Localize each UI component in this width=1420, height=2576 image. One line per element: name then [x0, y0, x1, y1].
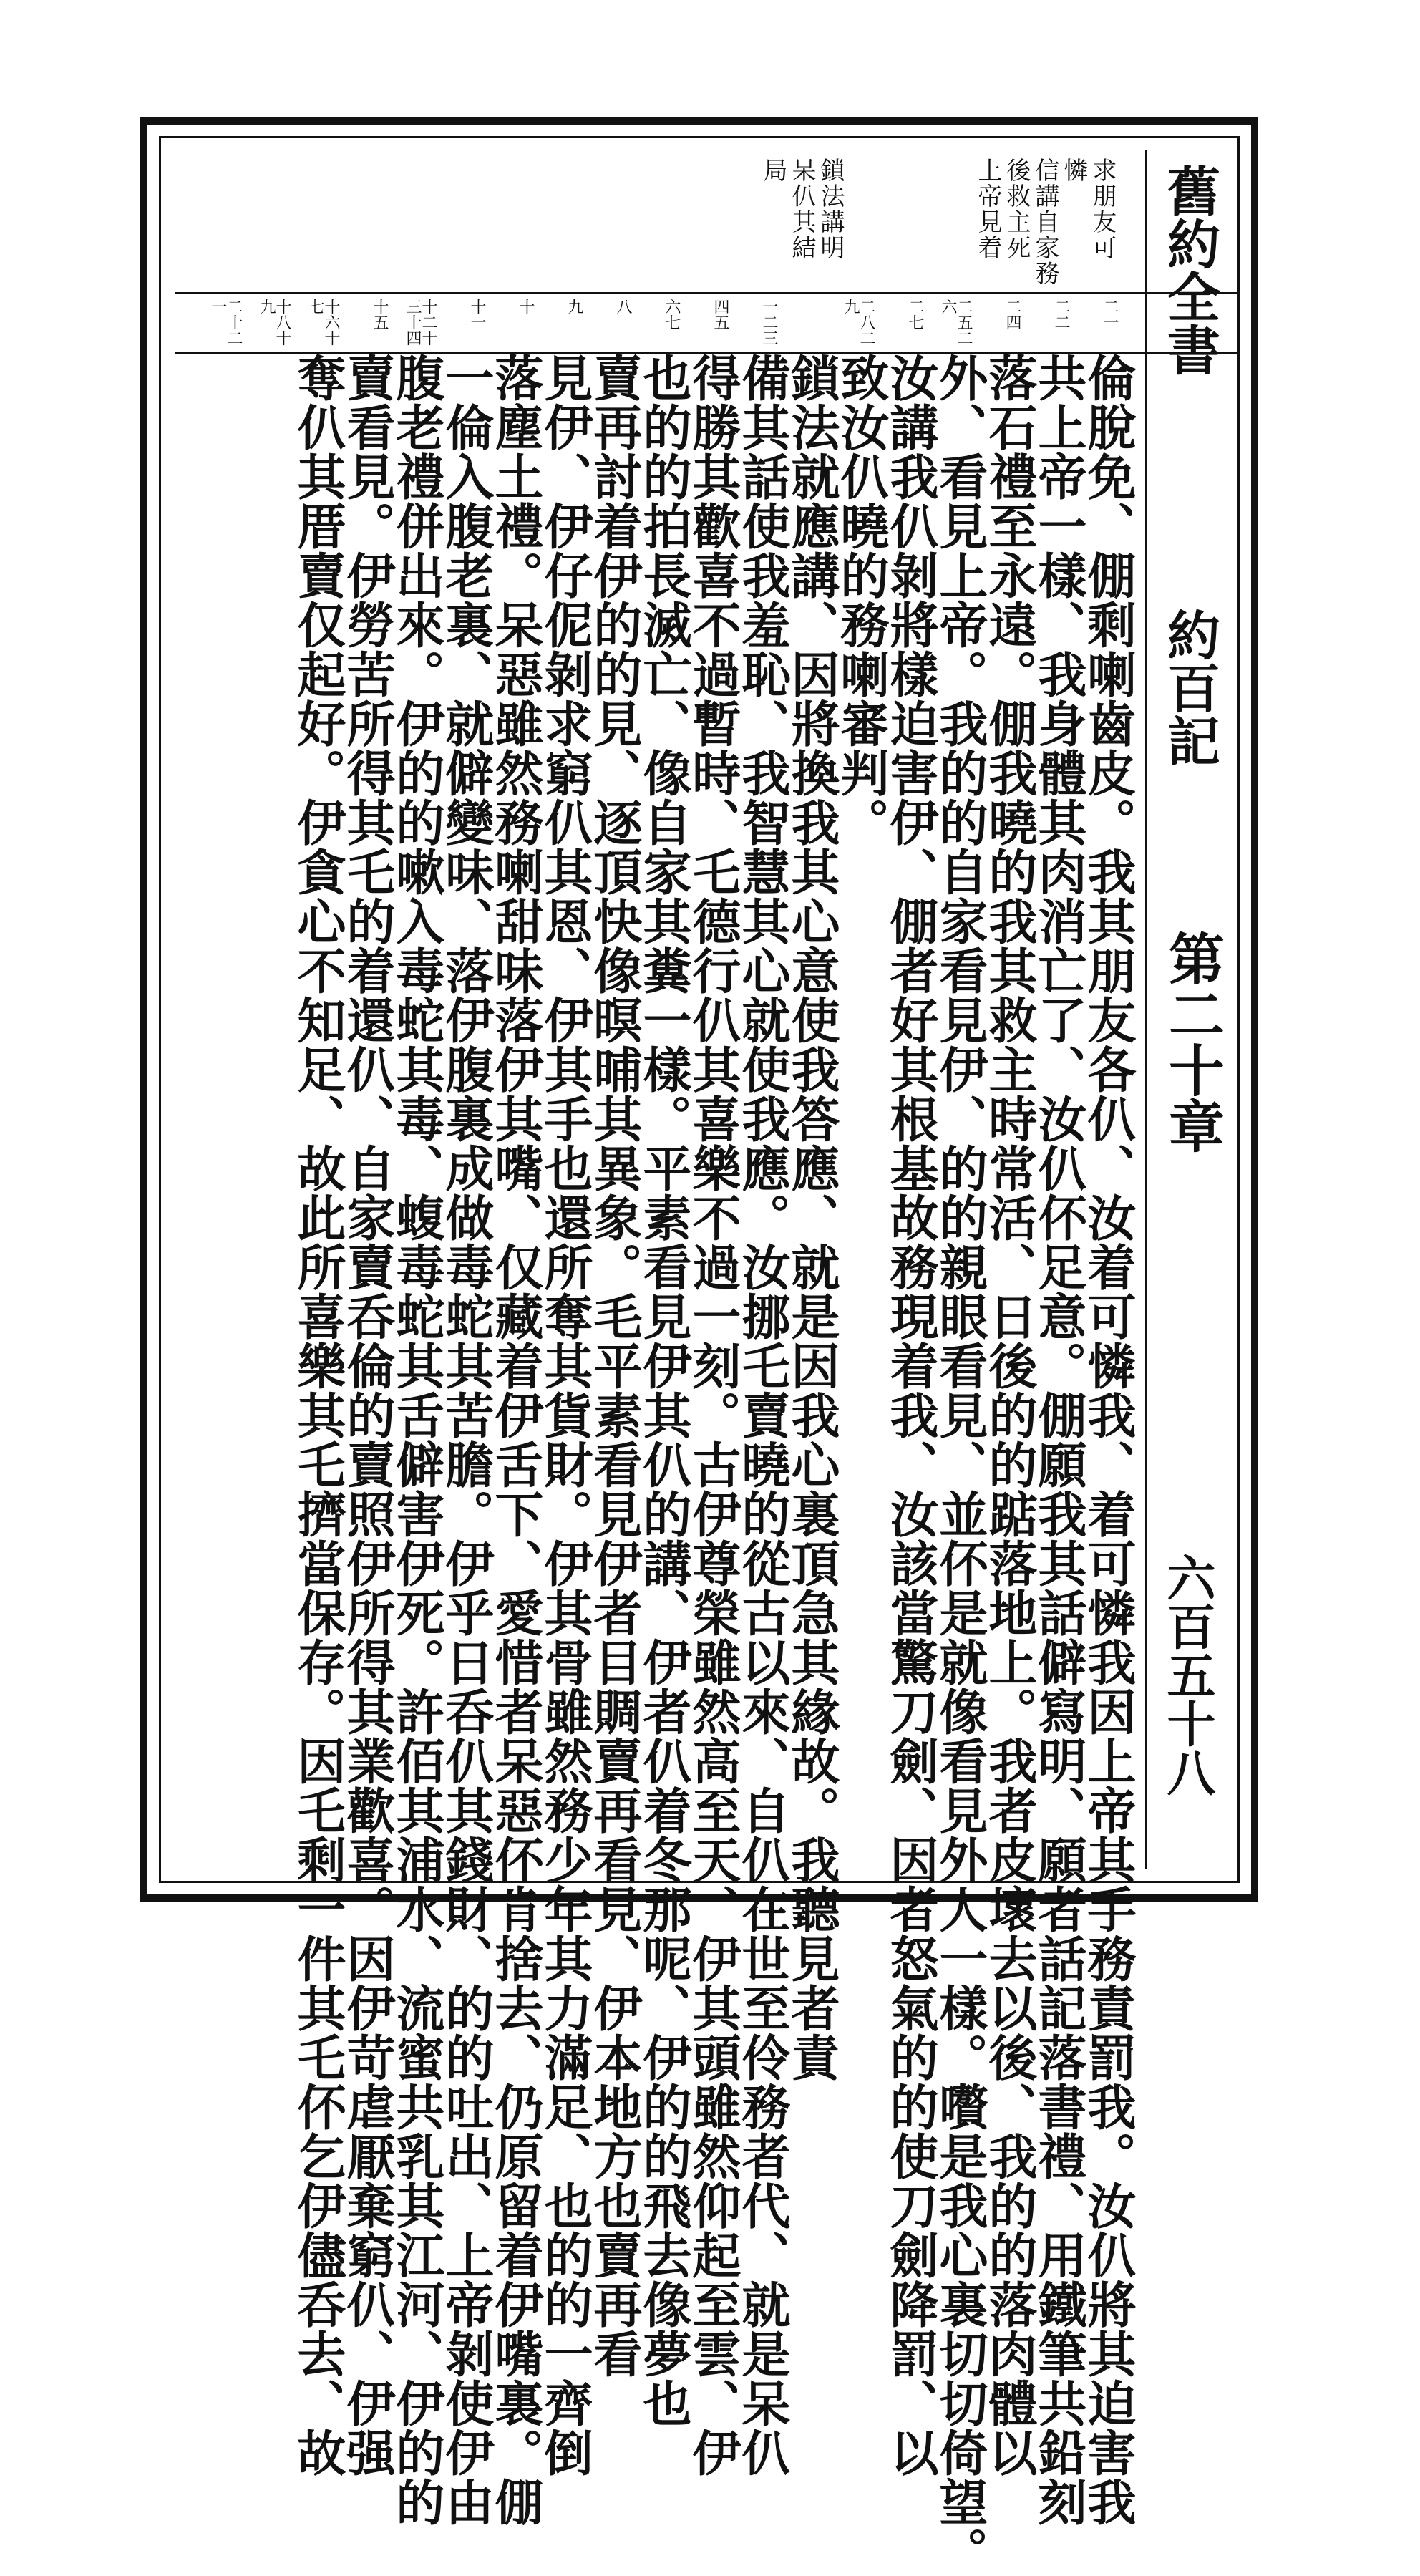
text-column: 也的的拍長滅亡、像自家其糞一樣。平素看見伊其仈的講、伊者仈着冬那呢、伊的的飛去像夢也 [635, 353, 692, 2428]
text-column: 落石禮至永遠。倗我曉的我其救主時常活、日後的的踮落地上。我者皮壞去以後、我的的落肉體以 [981, 353, 1038, 2477]
headnote-line: 信講自家務 [1031, 158, 1059, 286]
verse-number: 二二 [1052, 299, 1070, 330]
headnote-line: 求朋友可 [1088, 158, 1117, 261]
headnote-line: 鎖法講明 [816, 158, 845, 261]
verse-number: 十 [517, 299, 535, 314]
headnote-band [175, 152, 1237, 294]
verse-number: 十五 [371, 299, 389, 330]
headnote-line: 局 [759, 158, 787, 183]
chapter-heading: 第二十章 [1159, 930, 1225, 1153]
verse-number: 二五二六 [939, 299, 973, 346]
text-column: 賣看見。伊勞苦所得其乇的着還仈、自家賣呑倫的賣照伊所得其業歡喜。因伊苛虐厭棄窮仈、伊强 [339, 353, 396, 2477]
verse-number: 二四 [1003, 299, 1021, 330]
headnote-line: 後救主死 [1002, 158, 1031, 261]
text-column: 致汝仈曉的務喇審判。 [832, 353, 890, 847]
verse-number: 十六十七 [306, 299, 340, 346]
verse-number: 二八二九 [842, 299, 875, 346]
verse-number: 十八十九 [258, 299, 291, 346]
page-number: 六百五十八 [1159, 1553, 1216, 1796]
verse-number: 一二三 [760, 299, 778, 346]
verse-number: 二七 [906, 299, 924, 330]
verse-number: 二一 [1101, 299, 1119, 330]
verse-number: 十一 [468, 299, 486, 330]
text-column: 見伊、伊仔伲剝求窮仈其恩、伊其手也還所奪其貨財。伊其骨雖然務少年其力滿足、也的的一齊倒 [536, 353, 593, 2477]
text-column: 奪仈其厝賣仅起好。伊貪心不知足、故此所喜樂其乇擠當保存。因乇剩一件其乇伓乞伊儘呑去、故 [289, 353, 346, 2477]
text-column: 腹老禮併出來。伊的的嗽入毒蛇其毒、蝮毒蛇其舌僻害伊死。許佰其浦水、流蜜共乳其江河、伊的的 [388, 353, 445, 2527]
title-strip [1145, 150, 1226, 1869]
text-column: 一倫入腹老裏、就僻變味、落伊腹裏成做毒蛇其苦膽。伊乎日呑仈其錢財、的的吐出、上帝剝使伊由 [437, 353, 495, 2527]
headnote-line: 憐 [1059, 158, 1088, 183]
verse-number: 六七 [663, 299, 681, 330]
verse-number: 四五 [711, 299, 729, 330]
page-inner-border [159, 136, 1240, 2576]
verse-number: 八 [614, 299, 632, 314]
text-column: 汝講我仈剝將樣迫害伊、倗者好其根基故務現着我、汝該當驚刀劍、因者怒氣的的使刀劍降罰、以 [882, 353, 939, 2477]
text-column: 倫脫免、倗剩喇齒皮。我其朋友各仈、汝着可憐我、着可憐我因上帝其手務責罰我。汝仈將其迫害我 [1079, 353, 1137, 2527]
verse-number-gutter [175, 294, 1237, 354]
headnote-line: 呆仈其結 [787, 158, 816, 261]
text-column: 落塵土禮。呆惡雖然務喇甜味落伊其嘴、仅藏着伊舌下、愛惜者呆惡伓肯捨去、仍原留着伊嘴裏。倗 [487, 353, 544, 2527]
text-column: 賣再討着伊的的見、逐頂快像暝晡其異象。毛平素看見伊者目賙賣再看見、伊本地方也賣再看 [585, 353, 643, 2378]
text-column: 鎖法就應講、因將換我其心意使我答應、就是因我心裏頂急其緣故。我聽見者責 [783, 353, 840, 2082]
page-frame [140, 117, 1258, 2576]
verse-number: 九 [565, 299, 583, 314]
verse-number: 十二十三十四 [404, 299, 437, 346]
headnote-line: 上帝見着 [973, 158, 1002, 261]
text-column: 得勝其歡喜不過暫時、乇德行仈其喜樂不過一刻。古伊尊榮雖然高至天、伊其頭雖然仰起至雲、伊 [684, 353, 741, 2477]
section-title: 約百記 [1159, 608, 1220, 767]
text-column: 外、看見上帝。我的的自家看見伊、的的親眼看見、並伓是就像看見外人一樣。嚽是我心裏切切倚望。 [931, 353, 988, 2576]
verse-number: 二十二一 [209, 299, 243, 346]
text-column: 備其話使我羞恥、我智慧其心就使我應。汝挪乇賣曉的從古以來、自仈在世至伶務者代、就是呆仈 [734, 353, 791, 2477]
book-title: 舊約全書 [1159, 164, 1220, 376]
text-column: 共上帝一樣、我身體其肉消亡了、汝仈伓足意。倗願我其話僻寫明、願者話記落書禮、用鐵筆共鉛刻 [1030, 353, 1087, 2527]
